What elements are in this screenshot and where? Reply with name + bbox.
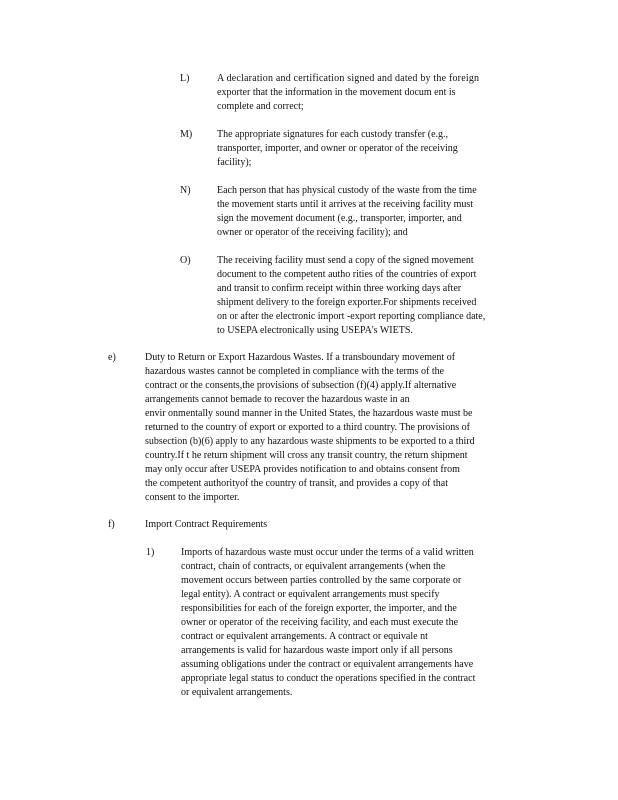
- text-line: Imports of hazardous waste must occur under the terms of a valid written: [181, 547, 474, 558]
- text-line: Each person that has physical custody of the waste from the time: [217, 185, 477, 196]
- item-text: [217, 184, 537, 240]
- text-line: country.If t he return shipment will cross any transit country, the return shipment: [145, 450, 468, 461]
- text-line: The receiving facility must send a copy of the signed movement: [217, 255, 474, 266]
- text-line: may only occur after USEPA provides notification to and obtains consent from: [145, 464, 460, 475]
- text-line: shipment delivery to the foreign exporter.For shipments received: [217, 297, 477, 308]
- item-text: [217, 128, 517, 170]
- text-line: contract or equivalent arrangements. A contract or equivale nt: [181, 631, 428, 642]
- text-line: hazardous wastes cannot be completed in compliance with the terms of the: [145, 366, 445, 377]
- text-line: document to the competent autho rities of the countries of export: [217, 269, 477, 280]
- text-line: responsibilities for each of the foreign exporter, the importer, and the: [181, 603, 457, 614]
- text-line: Import Contract Requirements: [145, 519, 268, 530]
- item-text: [145, 351, 545, 505]
- text-line: owner or operator of the receiving facility); and: [217, 227, 408, 238]
- item-label: O): [180, 255, 191, 266]
- text-line: assuming obligations under the contract or equivalent arrangements have: [181, 659, 474, 670]
- item-label: M): [180, 129, 193, 140]
- text-line: the movement starts until it arrives at the receiving facility must: [217, 199, 474, 210]
- item-text: [217, 254, 537, 338]
- text-line: Duty to Return or Export Hazardous Wastes. If a transboundary movement of: [145, 352, 456, 363]
- text-line: envir onmentally sound manner in the United States, the hazardous waste must be: [145, 408, 473, 419]
- item-label: e): [108, 352, 116, 363]
- text-line: exporter that the information in the movement docum ent is: [217, 87, 456, 98]
- item-text: [217, 72, 517, 114]
- item-label: f): [108, 519, 115, 530]
- text-line: movement occurs between parties controlled by the same corporate or: [181, 575, 462, 586]
- text-line: facility);: [217, 157, 252, 168]
- text-line: subsection (b)(6) apply to any hazardous waste shipments to be exported to a third: [145, 436, 475, 447]
- text-line: appropriate legal status to conduct the operations specified in the contract: [181, 673, 476, 684]
- text-line: owner or operator of the receiving facility, and each must execute the: [181, 617, 459, 628]
- text-line: and transit to confirm receipt within three working days after: [217, 283, 462, 294]
- item-heading: [145, 518, 445, 532]
- text-line: contract or the consents,the provisions of subsection (f)(4) apply.If alternative: [145, 380, 457, 391]
- item-label: 1): [146, 547, 155, 558]
- text-line: contract, chain of contracts, or equivalent arrangements (when the: [181, 561, 446, 572]
- text-line: complete and correct;: [217, 101, 304, 112]
- text-line: the competent authorityof the country of transit, and provides a copy of that: [145, 478, 448, 489]
- text-line: sign the movement document (e.g., transporter, importer, and: [217, 213, 462, 224]
- text-line: A declaration and certification signed and dated by the foreign: [217, 73, 480, 84]
- text-line: returned to the country of export or exported to a third country. The provisions of: [145, 422, 470, 433]
- text-line: to USEPA electronically using USEPA's WIETS.: [217, 325, 413, 336]
- text-line: The appropriate signatures for each custody transfer (e.g.,: [217, 129, 449, 140]
- text-line: arrangements is valid for hazardous waste import only if all persons: [181, 645, 453, 656]
- item-label: L): [180, 73, 190, 84]
- item-label: N): [180, 185, 191, 196]
- text-line: or equivalent arrangements.: [181, 687, 293, 698]
- text-line: arrangements cannot bemade to recover the hazardous waste in an: [145, 394, 410, 405]
- text-line: transporter, importer, and owner or operator of the receiving: [217, 143, 458, 154]
- text-line: legal entity). A contract or equivalent arrangements must specify: [181, 589, 440, 600]
- text-line: consent to the importer.: [145, 492, 240, 503]
- item-text: [181, 546, 536, 700]
- text-line: on or after the electronic import -export reporting compliance date,: [217, 311, 486, 322]
